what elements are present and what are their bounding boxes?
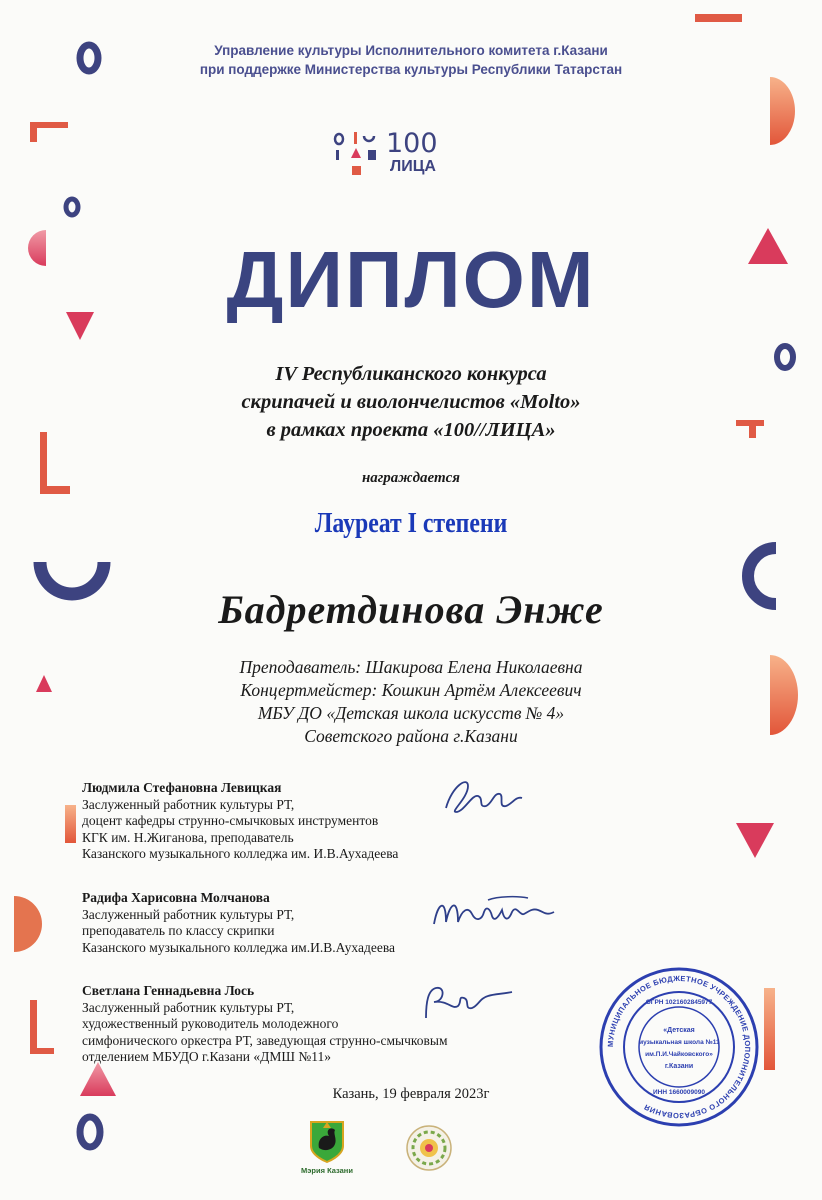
organizer-line: Управление культуры Исполнительного комитета г.Казани bbox=[214, 43, 608, 58]
recipient-name: Бадретдинова Энже bbox=[218, 587, 604, 632]
kazan-emblem bbox=[303, 1118, 351, 1176]
jury-title-line: преподаватель по классу скрипки bbox=[82, 923, 275, 938]
deco-half-circle bbox=[770, 77, 795, 145]
diploma-title: ДИПЛОМ bbox=[226, 235, 596, 324]
deco-bar bbox=[65, 805, 76, 843]
jury-name: Радифа Харисовна Молчанова bbox=[82, 890, 270, 905]
seal-ring-text: МУНИЦИПАЛЬНОЕ БЮДЖЕТНОЕ УЧРЕЖДЕНИЕ ДОПОЛНИТЕЛЬНОГО ОБРАЗОВАНИЯ bbox=[605, 973, 753, 1121]
logo-text: ЛИЦА bbox=[390, 158, 436, 175]
deco-ring bbox=[80, 1117, 100, 1147]
deco-corner bbox=[695, 14, 742, 22]
jury-title-line: КГК им. Н.Жиганова, преподаватель bbox=[82, 829, 294, 845]
jury-title-line: Заслуженный работник культуры РТ, bbox=[82, 999, 295, 1015]
jury-title-line: отделением МБУДО г.Казани «ДМШ №11» bbox=[82, 1049, 331, 1064]
support-line: при поддержке Министерства культуры Республики Татарстан bbox=[199, 62, 623, 77]
school-line: МБУ ДО «Детская школа искусств № 4» bbox=[257, 703, 565, 723]
jury-title-line: Заслуженный работник культуры РТ, bbox=[82, 906, 295, 922]
kazan-emblem-caption: Мэрия Казани bbox=[301, 1166, 353, 1175]
jury-title-line: симфонического оркестра РТ, заведующая струнно-смычковым bbox=[82, 1032, 448, 1048]
award-degree: Лауреат I степени bbox=[314, 507, 508, 539]
jury-title-line: художественный руководитель молодежного bbox=[82, 1016, 339, 1031]
jury-member bbox=[82, 983, 448, 1066]
teacher-line: Преподаватель: Шакирова Елена Николаевна bbox=[239, 657, 583, 677]
school-seal-icon bbox=[598, 966, 760, 1128]
seal-ogrn: ОГРН 1021602845977 bbox=[645, 999, 713, 1006]
awarded-label: награждается bbox=[361, 470, 461, 486]
jury-name: Светлана Геннадьевна Лось bbox=[82, 983, 255, 998]
jury-member bbox=[82, 890, 395, 956]
jury-name: Людмила Стефановна Левицкая bbox=[82, 780, 282, 795]
accompanist-line: Концертмейстер: Кошкин Артём Алексеевич bbox=[240, 680, 582, 700]
jury-title-line: Казанского музыкального колледжа им. И.В.Аухадеева bbox=[82, 846, 399, 861]
kazan-emblem-icon bbox=[303, 1118, 351, 1164]
logo-number: 100 bbox=[386, 128, 438, 159]
jury-member bbox=[82, 780, 398, 863]
deco-bar bbox=[764, 988, 775, 1070]
deco-corner bbox=[30, 1000, 54, 1054]
jury-title-line: Заслуженный работник культуры РТ, bbox=[82, 796, 295, 812]
contest-line-2: скрипачей и виолончелистов «Molto» bbox=[241, 391, 581, 413]
contest-line-1: IV Республиканского конкурса bbox=[275, 363, 547, 385]
logo-mark-icon bbox=[330, 130, 386, 180]
district-line: Советского района г.Казани bbox=[304, 726, 518, 746]
seal-center-line: музыкальная школа №11 bbox=[638, 1039, 720, 1046]
contest-line-3: в рамках проекта «100//ЛИЦА» bbox=[266, 419, 556, 441]
project-logo bbox=[330, 128, 460, 184]
jury-title-line: доцент кафедры струнно-смычковых инструментов bbox=[82, 813, 379, 828]
jury-title-line: Казанского музыкального колледжа им.И.В.Аухадеева bbox=[82, 939, 396, 955]
issue-date: Казань, 19 февраля 2023г bbox=[332, 1086, 490, 1102]
signature-molchanova bbox=[428, 892, 568, 932]
festival-emblem-icon bbox=[405, 1124, 453, 1172]
deco-half-circle bbox=[14, 896, 42, 952]
deco-corner bbox=[30, 122, 68, 142]
signature-levitskaya bbox=[438, 772, 548, 820]
seal-inn: ИНН 1660009090 bbox=[652, 1089, 706, 1096]
seal-center-line: им.П.И.Чайковского» bbox=[645, 1051, 713, 1058]
seal-center-line: г.Казани bbox=[664, 1063, 694, 1070]
signature-los bbox=[412, 980, 522, 1024]
deco-triangle bbox=[736, 823, 774, 858]
deco-ring bbox=[66, 199, 78, 215]
seal-center-line: «Детская bbox=[663, 1027, 695, 1034]
